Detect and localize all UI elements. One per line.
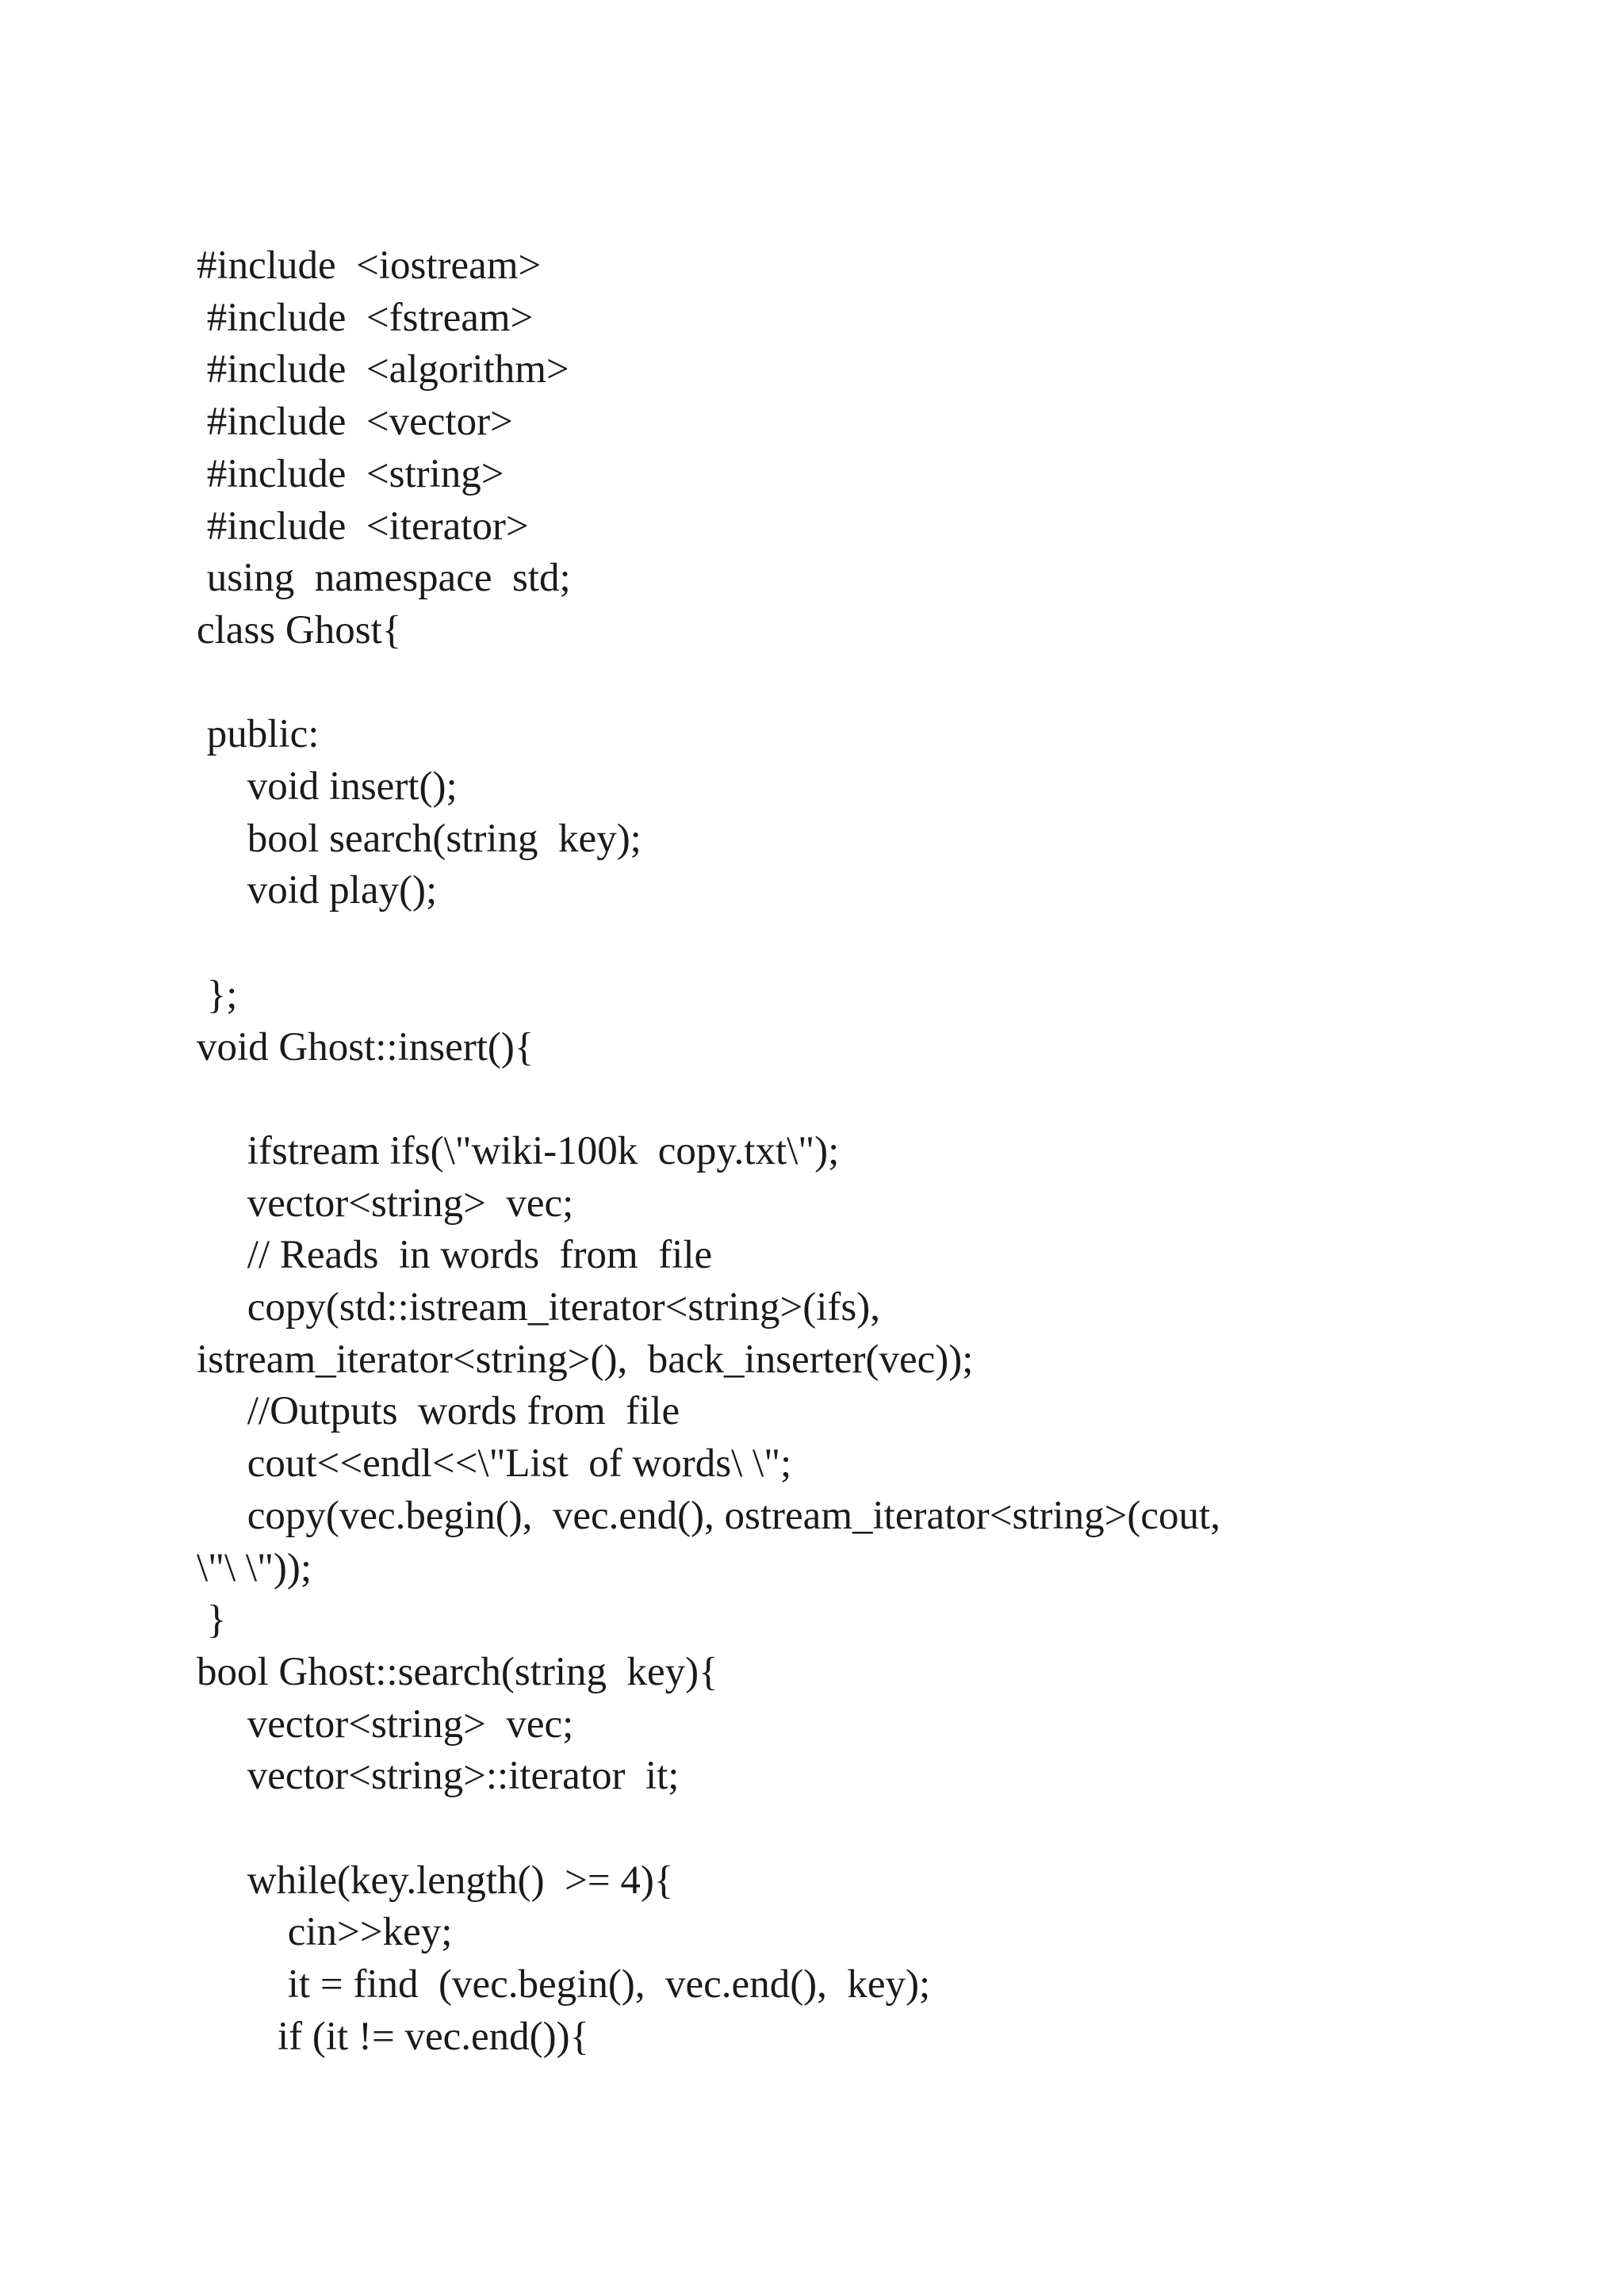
code-line: vector<string>::iterator it; <box>197 1754 680 1799</box>
code-line: #include <fstream> <box>197 295 534 340</box>
code-line: cin>>key; <box>197 1910 453 1955</box>
code-line: #include <algorithm> <box>197 347 569 392</box>
code-line: bool search(string key); <box>197 816 642 861</box>
code-line: }; <box>197 972 238 1017</box>
code-line: void Ghost::insert(){ <box>197 1024 534 1070</box>
code-line: \"\ \")); <box>197 1545 312 1590</box>
code-line: using namespace std; <box>197 556 571 601</box>
code-line: bool Ghost::search(string key){ <box>197 1649 718 1694</box>
code-line: //Outputs words from file <box>197 1389 680 1434</box>
code-line: void insert(); <box>197 764 458 809</box>
code-line: class Ghost{ <box>197 607 402 652</box>
code-line: public: <box>197 712 320 757</box>
code-line: void play(); <box>197 868 438 913</box>
code-line: while(key.length() >= 4){ <box>197 1858 674 1903</box>
code-line: #include <iostream> <box>197 243 542 288</box>
code-line: copy(vec.begin(), vec.end(), ostream_iterator<string>(cout, <box>197 1493 1220 1538</box>
code-line: cout<<endl<<\"List of words\ \"; <box>197 1441 792 1487</box>
code-line: vector<string> vec; <box>197 1181 574 1226</box>
code-line: #include <iterator> <box>197 503 529 549</box>
code-line: #include <string> <box>197 451 504 496</box>
code-line: vector<string> vec; <box>197 1701 574 1747</box>
code-line: copy(std::istream_iterator<string>(ifs), <box>197 1285 880 1330</box>
code-line: istream_iterator<string>(), back_inserter(vec)); <box>197 1337 974 1382</box>
code-line: it = find (vec.begin(), vec.end(), key); <box>197 1962 931 2007</box>
code-line: #include <vector> <box>197 400 513 445</box>
code-line: // Reads in words from file <box>197 1233 713 1278</box>
code-line: if (it != vec.end()){ <box>197 2014 590 2059</box>
code-line: ifstream ifs(\"wiki-100k copy.txt\"); <box>197 1128 840 1173</box>
code-line: } <box>197 1598 227 1643</box>
